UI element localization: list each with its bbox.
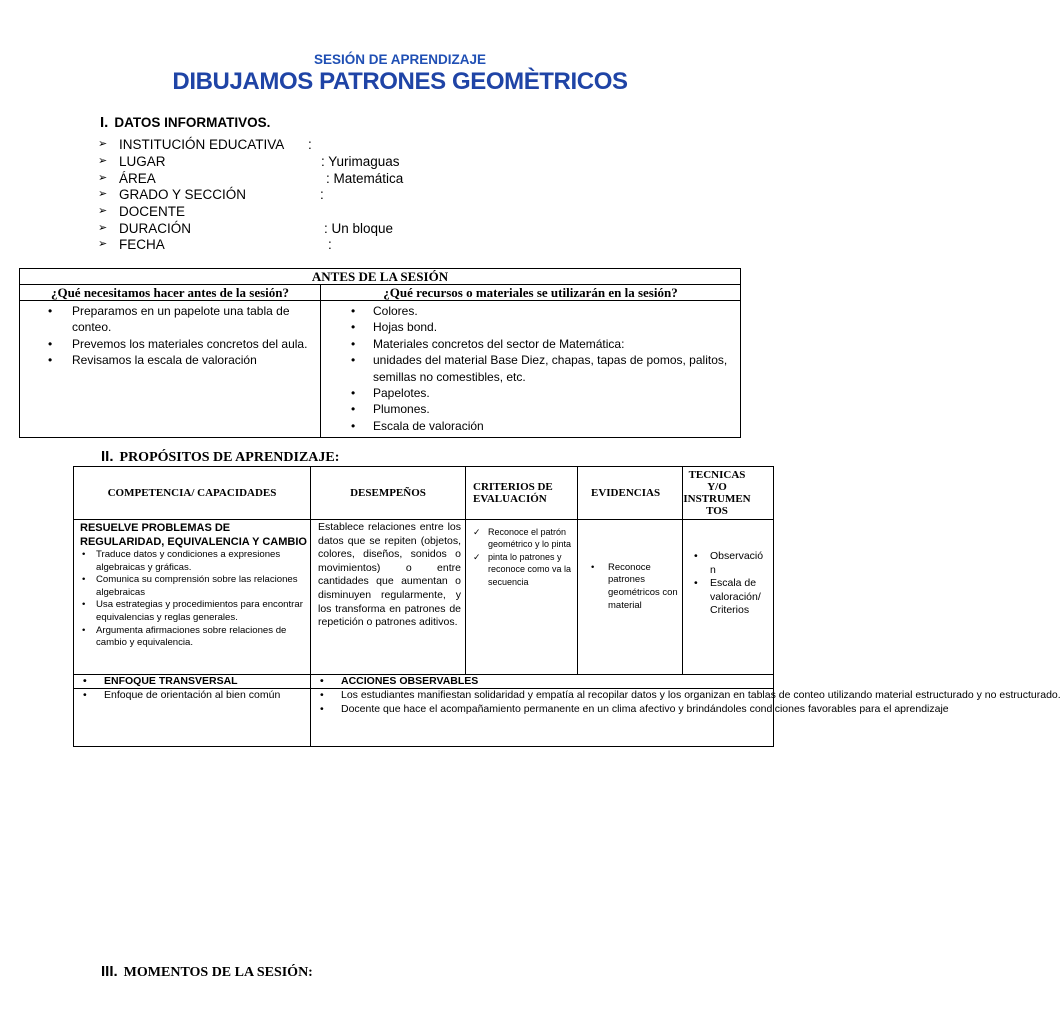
col-criterios-header: CRITERIOS DE EVALUACIÓN bbox=[466, 467, 578, 520]
info-row bbox=[98, 170, 428, 187]
tecnicas-cell bbox=[683, 520, 774, 675]
info-row bbox=[98, 220, 428, 237]
arrow-bullet-icon: ➢ bbox=[98, 222, 108, 234]
criterios-cell bbox=[466, 520, 578, 675]
info-label: LUGAR bbox=[119, 154, 166, 169]
antes-resource-item: • Materiales concretos del sector de Matemática: bbox=[321, 336, 740, 352]
info-row bbox=[98, 236, 428, 253]
col-tecnicas-header: TECNICAS Y/O INSTRUMEN TOS bbox=[683, 467, 774, 520]
criterio-item: ✓ pinta lo patrones y reconoce como va la secuencia bbox=[466, 551, 577, 588]
enfoque-header-cell bbox=[74, 675, 311, 689]
arrow-bullet-icon: ➢ bbox=[98, 188, 108, 200]
arrow-bullet-icon: ➢ bbox=[98, 138, 108, 150]
accion-item: • Docente que hace el acompañamiento permanente en un clima afectivo y brindándoles condiciones favorables para el aprendizaje bbox=[311, 703, 773, 717]
section-3-heading bbox=[101, 963, 313, 981]
acciones-header: • ACCIONES OBSERVABLES bbox=[311, 675, 773, 688]
acciones-cell bbox=[311, 689, 1061, 747]
arrow-bullet-icon: ➢ bbox=[98, 238, 108, 250]
section-1-number: I. bbox=[100, 114, 109, 131]
acciones-header-cell bbox=[311, 675, 774, 689]
accion-item: • Los estudiantes manifiestan solidaridad y empatía al recopilar datos y los organizan en tablas de conteo utilizando material estructurado y no estructurado. bbox=[311, 689, 773, 703]
criterio-item: ✓ Reconoce el patrón geométrico y lo pinta bbox=[466, 526, 577, 551]
info-value: : bbox=[328, 237, 332, 252]
antes-resource-item: • Papelotes. bbox=[321, 385, 740, 401]
page-title: DIBUJAMOS PATRONES GEOMÈTRICOS bbox=[172, 68, 628, 95]
antes-resource-item: • Plumones. bbox=[321, 401, 740, 417]
arrow-bullet-icon: ➢ bbox=[98, 172, 108, 184]
antes-col2-header: ¿Qué recursos o materiales se utilizarán en la sesión? bbox=[321, 285, 741, 301]
arrow-bullet-icon: ➢ bbox=[98, 155, 108, 167]
tecnica-item: • Escala de valoración/ Criterios bbox=[683, 577, 773, 618]
antes-table bbox=[19, 268, 741, 438]
info-value: : Un bloque bbox=[324, 221, 394, 236]
info-row bbox=[98, 203, 428, 220]
antes-right-cell bbox=[321, 301, 741, 438]
enfoque-cell bbox=[74, 689, 311, 747]
section-2-number: II. bbox=[101, 448, 114, 465]
enfoque-header: • ENFOQUE TRANSVERSAL bbox=[74, 675, 310, 688]
competencia-title: RESUELVE PROBLEMAS DE REGULARIDAD, EQUIVALENCIA Y CAMBIO bbox=[80, 522, 307, 548]
section-2-heading bbox=[101, 448, 339, 466]
info-row bbox=[98, 186, 428, 203]
antes-resource-item: • Hojas bond. bbox=[321, 319, 740, 335]
col-competencia-header: COMPETENCIA/ CAPACIDADES bbox=[74, 467, 311, 520]
antes-task-item: • Revisamos la escala de valoración bbox=[20, 352, 320, 368]
info-row bbox=[98, 153, 428, 170]
col-evidencias-header: EVIDENCIAS bbox=[578, 467, 683, 520]
competencia-cell bbox=[74, 520, 311, 675]
section-1-heading bbox=[100, 114, 270, 131]
antes-col1-header: ¿Qué necesitamos hacer antes de la sesión? bbox=[20, 285, 321, 301]
antes-resource-item: • Colores. bbox=[321, 303, 740, 319]
antes-left-cell bbox=[20, 301, 321, 438]
capacidad-item: • Comunica su comprensión sobre las relaciones algebraicas bbox=[74, 574, 310, 599]
evidencias-cell bbox=[578, 520, 683, 675]
section-2-title: PROPÓSITOS DE APRENDIZAJE: bbox=[119, 450, 340, 465]
antes-header: ANTES DE LA SESIÓN bbox=[20, 269, 741, 285]
desempeno-cell bbox=[311, 520, 466, 675]
info-label: INSTITUCIÓN EDUCATIVA bbox=[119, 137, 285, 152]
col-desempenos-header: DESEMPEÑOS bbox=[311, 467, 466, 520]
session-kicker: SESIÓN DE APRENDIZAJE bbox=[313, 52, 487, 67]
info-label: GRADO Y SECCIÓN bbox=[119, 187, 247, 202]
enfoque-text: • Enfoque de orientación al bien común bbox=[74, 689, 310, 702]
info-label: FECHA bbox=[119, 237, 165, 252]
antes-resource-item: • Escala de valoración bbox=[321, 418, 740, 434]
capacidad-item: • Argumenta afirmaciones sobre relaciones de cambio y equivalencia. bbox=[74, 625, 310, 650]
section-3-title: MOMENTOS DE LA SESIÓN: bbox=[123, 965, 313, 980]
info-label: DURACIÓN bbox=[119, 221, 192, 236]
section-3-number: III. bbox=[101, 963, 118, 980]
info-label: ÁREA bbox=[119, 171, 156, 186]
info-value: : bbox=[308, 137, 312, 152]
section-1-title: DATOS INFORMATIVOS. bbox=[114, 115, 271, 130]
tecnica-item: • Observació n bbox=[683, 550, 773, 577]
antes-task-item: • Prevemos los materiales concretos del aula. bbox=[20, 336, 320, 352]
capacidad-item: • Traduce datos y condiciones a expresiones algebraicas y gráficas. bbox=[74, 549, 310, 574]
propositos-table bbox=[73, 466, 1061, 747]
info-row bbox=[98, 136, 428, 153]
antes-resource-item: • unidades del material Base Diez, chapas, tapas de pomos, palitos, semillas no comestibles, etc. bbox=[321, 352, 740, 385]
evidencia-item: • Reconoce patrones geométricos con material bbox=[578, 562, 682, 612]
info-label: DOCENTE bbox=[119, 204, 186, 219]
antes-task-item: • Preparamos en un papelote una tabla de conteo. bbox=[20, 303, 320, 336]
info-value: : Yurimaguas bbox=[321, 154, 400, 169]
capacidad-item: • Usa estrategias y procedimientos para encontrar equivalencias y reglas generales. bbox=[74, 599, 310, 624]
info-value: : Matemática bbox=[326, 171, 404, 186]
arrow-bullet-icon: ➢ bbox=[98, 205, 108, 217]
desempeno-text: Establece relaciones entre los datos que se repiten (objetos, colores, diseños, sonidos o movimientos) o entre cantidades que aumentan o disminuyen regularmente, y los transforma en patrones de repetición o patrones aditivos. bbox=[318, 521, 461, 629]
info-value: : bbox=[320, 187, 324, 202]
